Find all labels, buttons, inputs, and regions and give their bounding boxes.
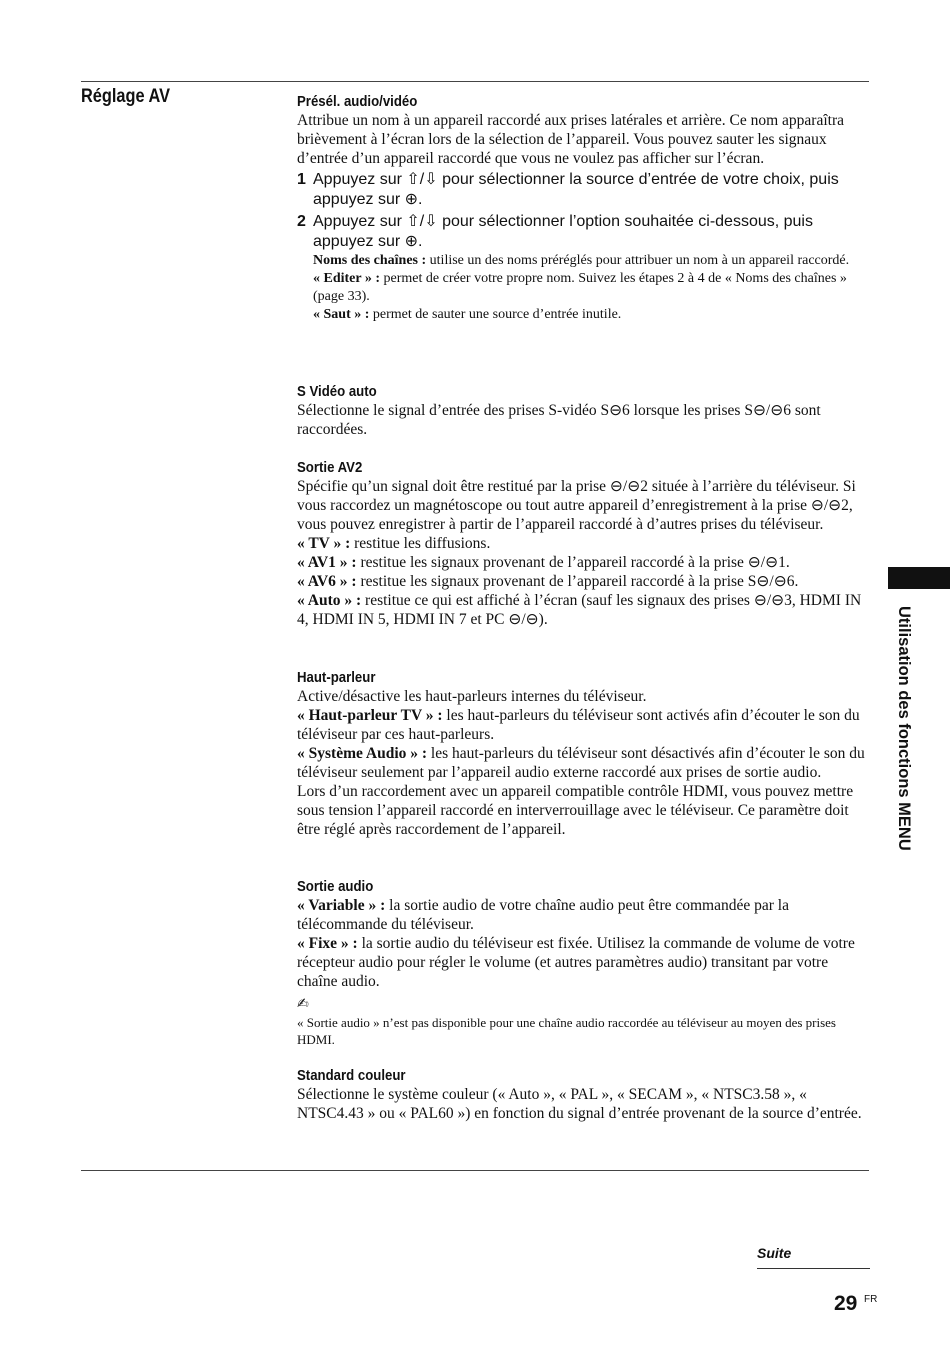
option-av6-text: restitue les signaux provenant de l’appareil raccordé à la prise S⊖/⊖6. [356, 573, 799, 590]
option-variable-text: la sortie audio de votre chaîne audio peut être commandée par la télécommande du téléviseur. [297, 897, 789, 933]
page-language: FR [864, 1294, 878, 1305]
option-saut-label: « Saut » : [313, 307, 370, 322]
option-av6-label: « AV6 » : [297, 573, 357, 590]
bottom-rule [81, 1170, 869, 1171]
option-variable [297, 896, 869, 934]
haut-parleur-extra: Lors d’un raccordement avec un appareil compatible contrôle HDMI, vous pouvez mettre sous tension l’appareil raccordé en interverrouillage avec le téléviseur. Ce paramètre doit être réglé après raccordement de l’appareil. [297, 783, 854, 838]
side-tab-label: Utilisation des fonctions MENU [895, 606, 913, 851]
option-systeme-audio [297, 744, 869, 782]
step-2-text: Appuyez sur ⇧/⇩ pour sélectionner l’option souhaitée ci-dessous, puis appuyez sur ⊕. [313, 213, 813, 250]
option-hp-tv-text: les haut-parleurs du téléviseur sont activés afin d’écouter le son du téléviseur par ces haut-parleurs. [297, 707, 860, 743]
svideo-section [297, 382, 869, 439]
option-tv-text: restitue les diffusions. [350, 535, 491, 552]
sortie-av2-heading: Sortie AV2 [297, 459, 363, 476]
standard-couleur-section [297, 1066, 869, 1123]
option-systeme-audio-text: les haut-parleurs du téléviseur sont désactivés afin d’écouter le son du téléviseur seulement par l’appareil audio externe raccordé aux prises de sortie audio. [297, 745, 865, 781]
option-tv [297, 534, 869, 553]
standard-couleur-heading: Standard couleur [297, 1067, 406, 1084]
haut-parleur-body: Active/désactive les haut-parleurs internes du téléviseur. [297, 688, 647, 705]
presel-section [297, 92, 869, 324]
step-1-number: 1 [297, 171, 306, 188]
option-editer [297, 270, 869, 306]
option-variable-label: « Variable » : [297, 897, 386, 914]
standard-couleur-body: Sélectionne le système couleur (« Auto », « PAL », « SECAM », « NTSC3.58 », « NTSC4.43 » ou « PAL60 ») en fonction du signal d’entrée provenant de la source d’entrée. [297, 1086, 862, 1122]
step-2-number: 2 [297, 213, 306, 230]
sortie-audio-section [297, 877, 869, 1048]
option-av1-label: « AV1 » : [297, 554, 357, 571]
option-fixe-label: « Fixe » : [297, 935, 358, 952]
option-systeme-audio-label: « Système Audio » : [297, 745, 428, 762]
option-fixe-text: la sortie audio du téléviseur est fixée. Utilisez la commande de volume de votre récepteur audio pour régler le volume (et autres paramètres audio) transitant par votre chaîne audio. [297, 935, 855, 990]
option-av1-text: restitue les signaux provenant de l’appareil raccordé à la prise ⊖/⊖1. [356, 554, 790, 571]
option-editer-text: permet de créer votre propre nom. Suivez les étapes 2 à 4 de « Noms des chaînes » (page 33). [313, 271, 847, 304]
option-noms-text: utilise un des noms préréglés pour attribuer un nom à un appareil raccordé. [426, 253, 850, 268]
option-saut-text: permet de sauter une source d’entrée inutile. [369, 307, 622, 322]
option-fixe [297, 934, 869, 991]
page-number: 29 [834, 1292, 858, 1315]
option-hp-tv-label: « Haut-parleur TV » : [297, 707, 443, 724]
note-text: « Sortie audio » n’est pas disponible pour une chaîne audio raccordée au téléviseur au moyen des prises HDMI. [297, 1015, 836, 1047]
presel-heading: Présél. audio/vidéo [297, 93, 418, 110]
step-1 [297, 170, 869, 210]
svideo-body: Sélectionne le signal d’entrée des prises S-vidéo S⊖6 lorsque les prises S⊖/⊖6 sont raccordées. [297, 402, 821, 438]
haut-parleur-heading: Haut-parleur [297, 669, 376, 686]
svideo-heading: S Vidéo auto [297, 383, 377, 400]
step-1-text: Appuyez sur ⇧/⇩ pour sélectionner la source d’entrée de votre choix, puis appuyez sur ⊕. [313, 171, 839, 208]
option-noms [297, 252, 869, 270]
section-title: Réglage AV [81, 86, 170, 107]
presel-body: Attribue un nom à un appareil raccordé aux prises latérales et arrière. Ce nom apparaîtra brièvement à l’écran lors de la sélection de l’appareil. Vous pouvez sauter les signaux d’entrée d’un appareil raccordé que vous ne voulez pas afficher sur l’écran. [297, 112, 844, 167]
option-saut [297, 306, 869, 324]
option-av1 [297, 553, 869, 572]
sortie-av2-body: Spécifie qu’un signal doit être restitué par la prise ⊖/⊖2 située à l’arrière du téléviseur. Si vous raccordez un magnétoscope ou tout autre appareil d’enregistrement à la prise ⊖/⊖2, vous pouvez enregistrer à partir de l’appareil raccordé à d’autres prises du téléviseur. [297, 478, 856, 533]
option-noms-label: Noms des chaînes : [313, 253, 427, 268]
haut-parleur-section [297, 668, 869, 839]
option-auto-label: « Auto » : [297, 592, 362, 609]
option-hp-tv [297, 706, 869, 744]
sortie-av2-section [297, 458, 869, 629]
suite-label: Suite [757, 1245, 792, 1261]
side-tab-marker [888, 567, 950, 589]
option-auto [297, 591, 869, 629]
top-rule [81, 81, 869, 82]
option-av6 [297, 572, 869, 591]
step-2 [297, 212, 869, 252]
option-editer-label: « Editer » : [313, 271, 381, 286]
sortie-audio-heading: Sortie audio [297, 878, 374, 895]
option-auto-text: restitue ce qui est affiché à l’écran (sauf les signaux des prises ⊖/⊖3, HDMI IN 4, HDMI IN 5, HDMI IN 7 et PC ⊖/⊖). [297, 592, 862, 628]
note-icon: ✍ [297, 996, 309, 1012]
suite-rule [757, 1268, 870, 1269]
option-tv-label: « TV » : [297, 535, 351, 552]
side-tab-label-box [877, 606, 927, 886]
